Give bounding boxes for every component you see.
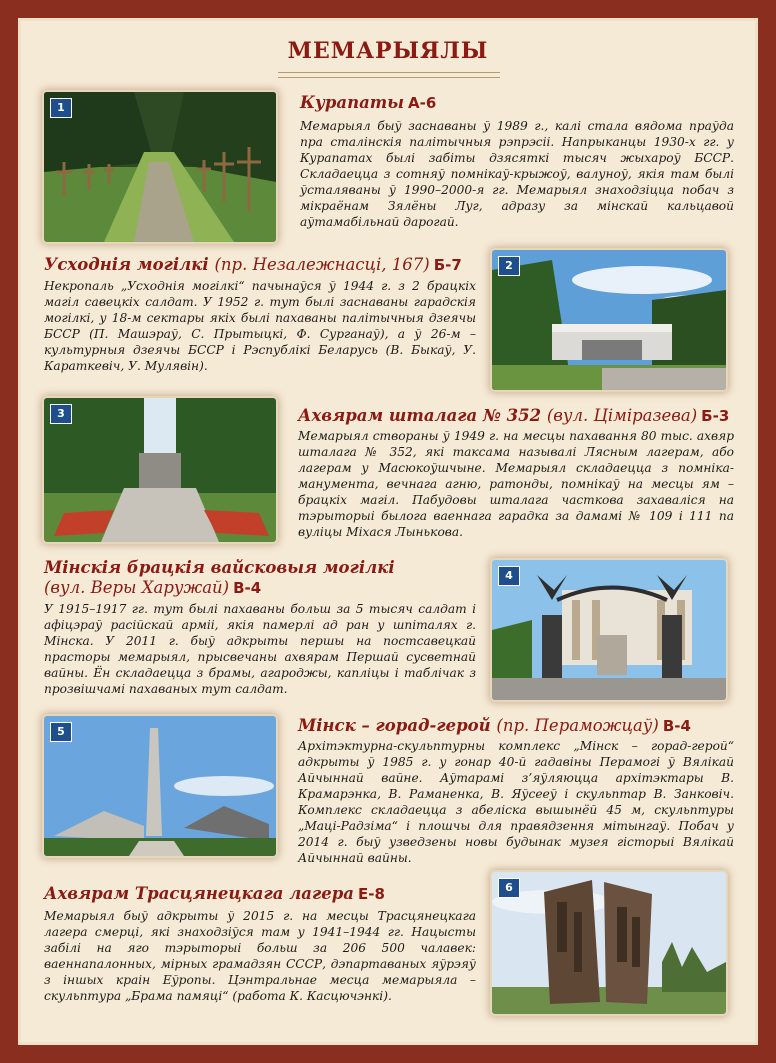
angel-gate-illustration: [492, 560, 726, 700]
entry-name: Усходнія могілкі: [44, 255, 209, 274]
entry-address: (пр. Незалежнасці, 167): [214, 255, 430, 274]
entry-heading: [298, 406, 729, 426]
entry-heading: [300, 93, 436, 113]
entry-address: (вул. Ціміразева): [546, 406, 698, 425]
entry-name: Курапаты: [300, 93, 405, 112]
title-underline: [278, 72, 500, 78]
entry-description: Архітэктурна-скульптурны комплекс „Мінск – горад-герой“ адкрыты ў 1985 г. у гонар 40-й гадавіны Перамогі ў Вялікай Айчыннай вайне. Аўтарамі з’яўляюцца архітэктары В. Крамарэнка, В. Раманенка, В. Яўсееў і скульптар В. Занковіч. Комплекс складаецца з абеліска вышынёй 45 м, скульптуры „Маці-Радзіма“ і плошчы для правядзення мітынгаў. Побач у 2014 г. быў узведзены новы будынак музея гісторыі Вялікай Айчыннай вайны.: [298, 739, 734, 865]
map-grid-ref: Е-8: [357, 885, 385, 903]
entry-description: У 1915–1917 гг. тут былі пахаваны больш за 5 тысяч салдат і афіцэраў расійскай арміі, якія памерлі ад ран у шпіталях г. Мінска. У 2011 г. быў адкрыты першы на постсавецкай прасторы мемарыял, прысвечаны ахвярам Першай сусветнай вайны. Ён складаецца з брамы, агароджы, капліцы і таблічак з прозвішчамі пахаваных тут салдат.: [44, 602, 476, 696]
photo-number-badge: 5: [50, 722, 72, 742]
photo-kurapaty: [44, 92, 276, 242]
entry-address: (вул. Веры Харужай): [44, 578, 230, 597]
entry-heading: [298, 716, 691, 736]
entry-heading: [44, 558, 484, 598]
entry-name: Мінскія брацкія вайсковыя могілкі: [44, 558, 395, 577]
photo-number-badge: 1: [50, 98, 72, 118]
entry-description: Мемарыял быў адкрыты ў 2015 г. на месцы Трасцянецкага лагера смерці, які знаходзіўся там у 1941–1944 гг. Нацысты забілі на яго тэрыторыі больш за 206 500 чалавек: ваеннапалонных, мірных грамадзян СССР, дэпартаваных яўрэяў з іншых краін Еўропы. Цэнтральнае месца мемарыяла – скульптура „Брама памяці“ (работа К. Касцючэнкі).: [44, 909, 476, 1003]
photo-military-cemetery: [492, 560, 726, 700]
map-grid-ref: В-4: [662, 717, 691, 735]
entry-heading: [44, 255, 462, 275]
entry-address: (пр. Пераможцаў): [496, 716, 659, 735]
map-grid-ref: Б-7: [433, 256, 462, 274]
map-grid-ref: А-6: [408, 94, 437, 112]
cemetery-building-illustration: [492, 250, 726, 390]
memorial-steps-illustration: [44, 398, 276, 542]
entry-description: Мемарыял створаны ў 1949 г. на месцы пахавання 80 тыс. ахвяр шталага № 352, які таксама называлі Лясным лагерам, або лагерам у Масюкоўшчыне. Мемарыял складаецца з помніка-манумента, вечнага агню, ратонды, помнікаў на месцы ям – брацкіх магіл. Пабудовы шталага часткова захаваліся на тэрыторыі былога ваеннага гарадка за дамамі № 109 і 111 па вуліцы Міхася Лынькова.: [298, 429, 734, 539]
entry-description: Некропаль „Усходнія могілкі“ пачынаўся ў 1944 г. з 2 брацкіх магіл савецкіх салдат. У 1952 г. тут былі заснаваны гарадскія могілкі, у 18-м сектары якіх былі пахаваны палітычныя дзеячы БССР (П. Машэраў, С. Прытыцкі, Ф. Сурганаў), а ў 26-м – культурныя дзеячы БССР і Рэспублікі Беларусь (В. Быкаў, У. Караткевіч, У. Мулявін).: [44, 279, 476, 373]
photo-number-badge: 6: [498, 878, 520, 898]
photo-number-badge: 2: [498, 256, 520, 276]
photo-trostenets: [492, 872, 726, 1014]
entry-name: Ахвярам шталага № 352: [298, 406, 542, 425]
photo-eastern-cemetery: [492, 250, 726, 390]
entry-description: Мемарыял быў заснаваны ў 1989 г., калі стала вядома праўда пра сталінскія палітычныя рэпрэсіі. Напрыканцы 1930-х гг. у Курапатах былі забіты дзясяткі тысяч жыхароў БССР. Складаецца з сотняў помнікаў-крыжоў, валуноў, якія там былі ўсталяваны ў 1990–2000-я гг. Мемарыял знаходзіцца побач з мікраёнам Зялёны Луг, адразу за мінскай кальцавой аўтамабільнай дарогай.: [300, 119, 734, 229]
entry-heading: [44, 884, 385, 904]
photo-hero-city: [44, 716, 276, 856]
map-grid-ref: Б-3: [701, 407, 730, 425]
gate-of-memory-illustration: [492, 872, 726, 1014]
forest-crosses-illustration: [44, 92, 276, 242]
photo-stalag-352: [44, 398, 276, 542]
map-grid-ref: В-4: [233, 579, 262, 597]
entry-name: Ахвярам Трасцянецкага лагера: [44, 884, 354, 903]
entry-name: Мінск – горад-герой: [298, 716, 491, 735]
obelisk-illustration: [44, 716, 276, 856]
page-title: МЕМАРЫЯЛЫ: [287, 38, 489, 64]
photo-number-badge: 4: [498, 566, 520, 586]
photo-number-badge: 3: [50, 404, 72, 424]
